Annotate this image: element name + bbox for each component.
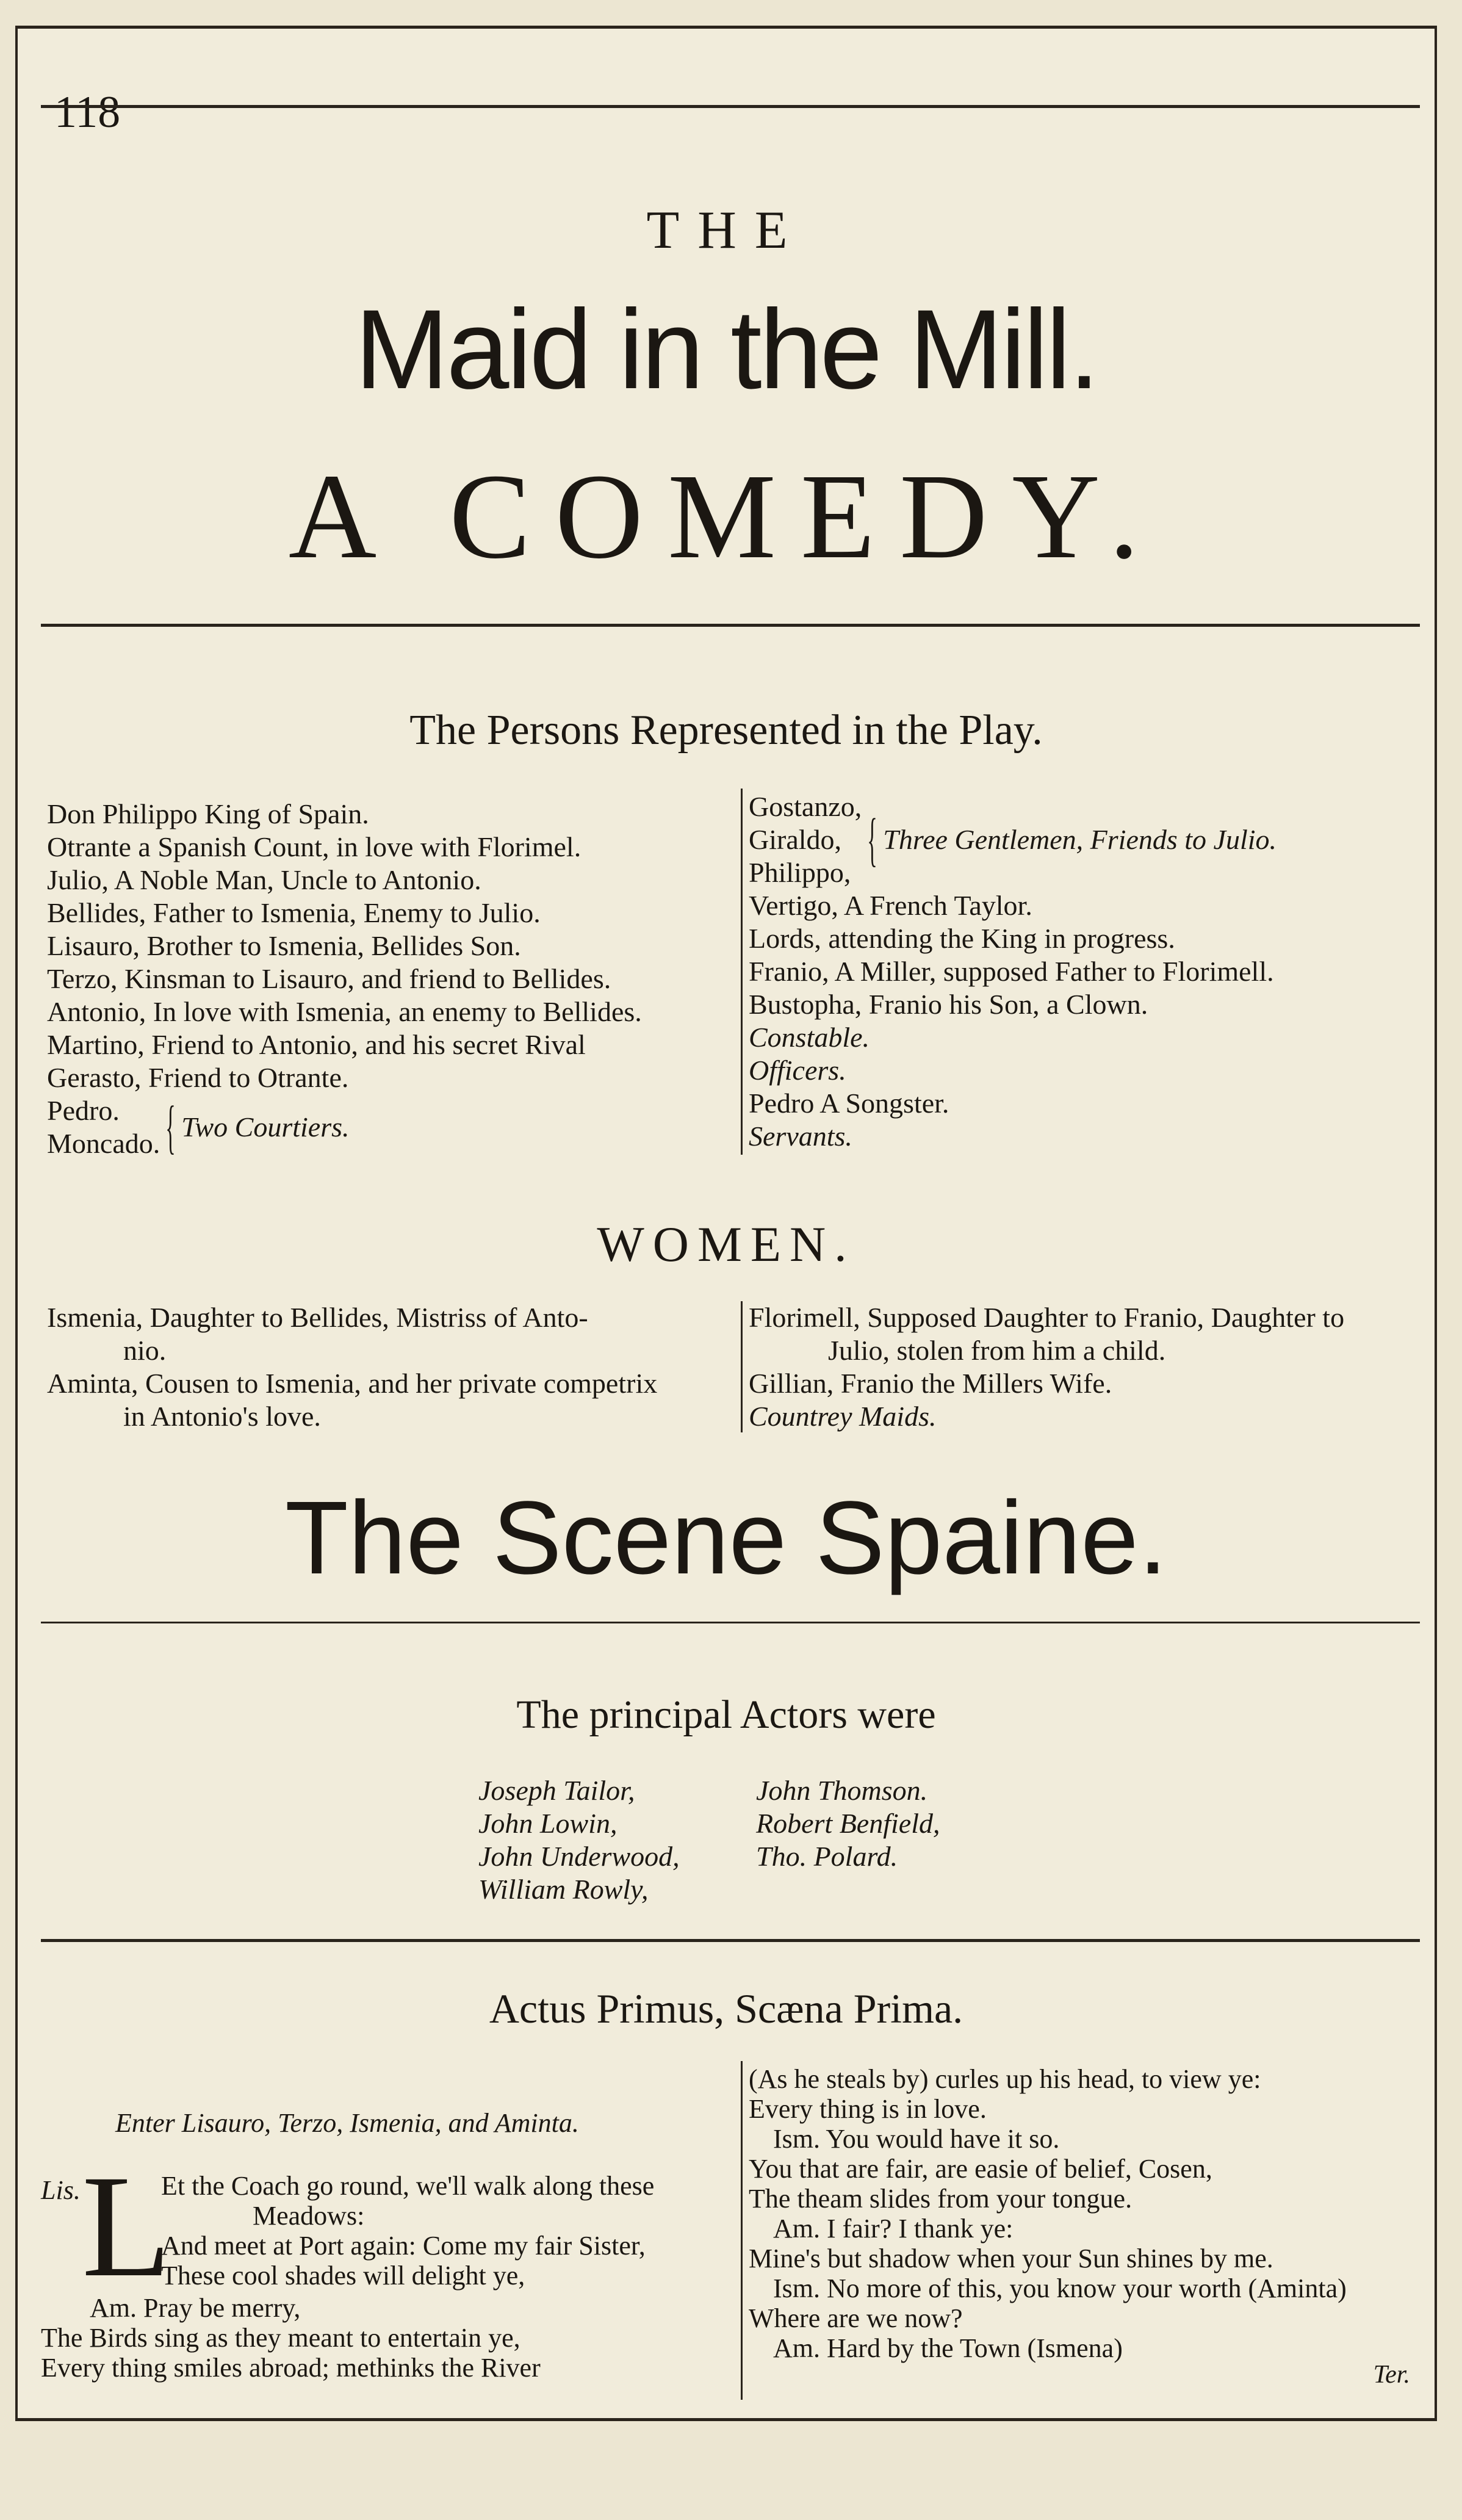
person-entry: Bustopha, Franio his Son, a Clown. <box>749 989 1148 1020</box>
actors-heading: The principal Actors were <box>516 1692 936 1737</box>
person-entry: Servants. <box>749 1121 852 1152</box>
verse-line: Every thing is in love. <box>749 2094 987 2124</box>
person-entry: Franio, A Miller, supposed Father to Florimell. <box>749 956 1274 987</box>
drop-capital: L <box>82 2145 171 2307</box>
woman-entry-cont: Julio, stolen from him a child. <box>828 1335 1166 1366</box>
scene-setting: The Scene Spaine. <box>285 1480 1167 1596</box>
section-rule <box>41 1939 1420 1942</box>
section-rule <box>41 1622 1420 1623</box>
person-entry: Julio, A Noble Man, Uncle to Antonio. <box>47 864 481 895</box>
verse-line: Where are we now? <box>749 2303 963 2333</box>
verse-line: Am. I fair? I thank ye: <box>773 2214 1014 2244</box>
verse-line: Mine's but shadow when your Sun shines by me. <box>749 2244 1273 2273</box>
group-description: Two Courtiers. <box>181 1111 350 1143</box>
person-entry: Bellides, Father to Ismenia, Enemy to Julio. <box>47 897 541 928</box>
person-entry: Terzo, Kinsman to Lisauro, and friend to Bellides. <box>47 963 611 994</box>
verse-line: You that are fair, are easie of belief, Cosen, <box>749 2154 1212 2184</box>
verse-line: Every thing smiles abroad; methinks the River <box>41 2353 541 2383</box>
courtiers-group <box>47 1094 730 1160</box>
persons-heading: The Persons Represented in the Play. <box>409 707 1043 754</box>
play-title: Maid in the Mill. <box>355 287 1098 413</box>
person-entry: Don Philippo King of Spain. <box>47 798 369 829</box>
actor-name: John Lowin, <box>478 1808 618 1839</box>
woman-entry: Gillian, Franio the Millers Wife. <box>749 1368 1112 1399</box>
dialogue-left <box>41 2293 541 2383</box>
verse-line: Ism. You would have it so. <box>773 2124 1060 2154</box>
actor-name: John Thomson. <box>756 1775 928 1806</box>
speaker-label: Lis. <box>41 2175 81 2205</box>
person-entry: Philippo, <box>749 857 851 888</box>
person-entry: Pedro. <box>47 1095 120 1126</box>
dialogue-right <box>749 2064 1347 2363</box>
person-entry: Otrante a Spanish Count, in love with Florimel. <box>47 831 582 862</box>
column-divider <box>741 1301 743 1432</box>
column-divider <box>741 2061 743 2400</box>
page-number: 118 <box>54 87 121 137</box>
actors-left-column <box>478 1774 680 1906</box>
book-page <box>15 26 1437 2421</box>
women-heading: WOMEN. <box>597 1216 855 1272</box>
person-entry: Moncado. <box>47 1128 160 1159</box>
person-entry: Vertigo, A French Taylor. <box>749 890 1032 921</box>
person-entry: Officers. <box>749 1055 846 1086</box>
persons-right-column <box>749 790 1420 1153</box>
woman-entry: Florimell, Supposed Daughter to Franio, Daughter to <box>749 1302 1345 1333</box>
person-entry: Martino, Friend to Antonio, and his secret Rival <box>47 1029 586 1060</box>
verse-line: These cool shades will delight ye, <box>161 2261 525 2291</box>
verse-line: And meet at Port again: Come my fair Sister, <box>161 2231 646 2261</box>
title-the: THE <box>646 201 806 260</box>
person-entry: Giraldo, <box>749 824 842 855</box>
actor-name: William Rowly, <box>478 1874 649 1905</box>
verse-line: Et the Coach go round, we'll walk along these <box>161 2171 655 2201</box>
women-left-column <box>47 1301 730 1433</box>
persons-left-column <box>47 798 730 1160</box>
person-entry: Gerasto, Friend to Otrante. <box>47 1062 349 1093</box>
actors-right-column <box>756 1774 940 1873</box>
actor-name: Tho. Polard. <box>756 1841 898 1872</box>
verse-line: (As he steals by) curles up his head, to view ye: <box>749 2064 1261 2094</box>
verse-line: The theam slides from your tongue. <box>749 2184 1133 2214</box>
actor-name: John Underwood, <box>478 1841 680 1872</box>
verse-line: Am. Hard by the Town (Ismena) <box>773 2333 1123 2363</box>
group-description: Three Gentlemen, Friends to Julio. <box>883 824 1277 855</box>
woman-entry: Ismenia, Daughter to Bellides, Mistriss of Anto- <box>47 1302 588 1333</box>
person-entry: Antonio, In love with Ismenia, an enemy to Bellides. <box>47 996 642 1027</box>
person-entry: Lords, attending the King in progress. <box>749 923 1175 954</box>
verse-line: Ism. No more of this, you know your worth (Aminta) <box>773 2273 1347 2303</box>
woman-entry-cont: nio. <box>123 1335 167 1366</box>
catchword: Ter. <box>1373 2361 1410 2389</box>
act-scene-heading: Actus Primus, Scæna Prima. <box>489 1985 963 2032</box>
brace-glyph: { <box>165 1094 176 1160</box>
gentlemen-group <box>749 790 1420 889</box>
women-right-column <box>749 1301 1420 1433</box>
dialogue-left-indented <box>161 2171 654 2291</box>
person-entry: Constable. <box>749 1022 870 1053</box>
header-rule <box>41 105 1420 108</box>
verse-line: Meadows: <box>253 2201 365 2231</box>
person-entry: Pedro A Songster. <box>749 1088 949 1119</box>
actor-name: Joseph Tailor, <box>478 1775 635 1806</box>
person-entry: Lisauro, Brother to Ismenia, Bellides Son. <box>47 930 521 961</box>
person-entry: Gostanzo, <box>749 791 862 822</box>
woman-entry: Countrey Maids. <box>749 1401 937 1432</box>
woman-entry: Aminta, Cousen to Ismenia, and her private competrix <box>47 1368 658 1399</box>
column-divider <box>741 789 743 1155</box>
actor-name: Robert Benfield, <box>756 1808 940 1839</box>
play-genre: A COMEDY. <box>288 449 1164 584</box>
verse-line: The Birds sing as they meant to entertain ye, <box>41 2323 520 2353</box>
woman-entry-cont: in Antonio's love. <box>123 1401 321 1432</box>
verse-line: Am. Pray be merry, <box>90 2293 301 2323</box>
brace-glyph: { <box>867 807 878 873</box>
stage-direction: Enter Lisauro, Terzo, Ismenia, and Aminta. <box>115 2108 579 2138</box>
title-rule <box>41 624 1420 627</box>
